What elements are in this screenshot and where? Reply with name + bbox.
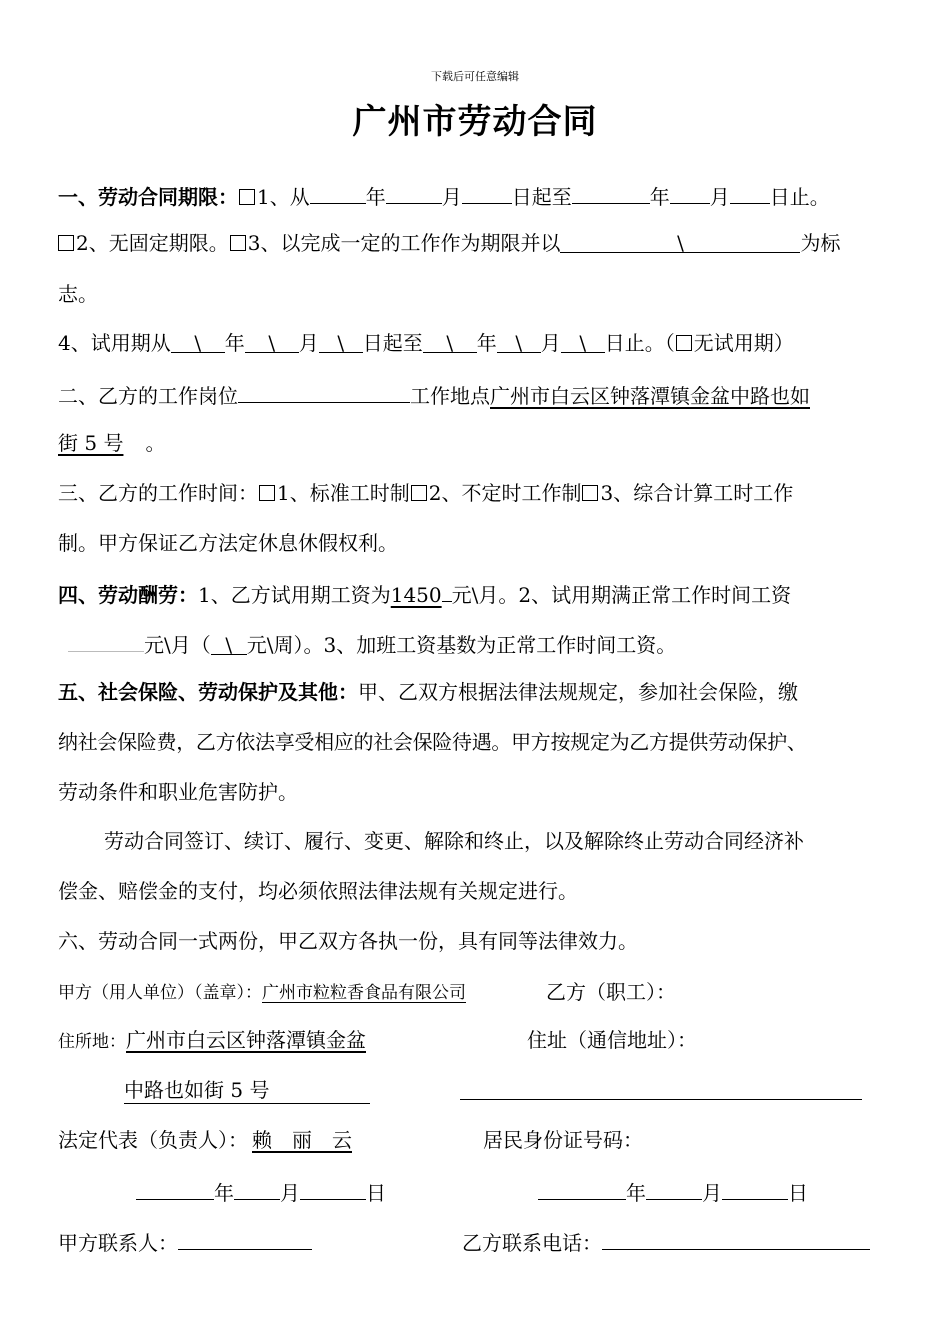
trial-period-line: 4、试用期从 \ 年 \ 月 \ 日起至 \ 年 \ 月 \ 日止。（ 无试用期）: [58, 331, 794, 355]
contact-a-line: 甲方联系人：: [58, 1227, 312, 1256]
blank-a-day[interactable]: [300, 1177, 366, 1200]
trial-wage-value: 1450: [390, 583, 442, 607]
legal-rep-name: 赖 丽 云: [252, 1128, 352, 1152]
residence-address-2: 中路也如街 5 号: [124, 1077, 370, 1104]
section-5-line-3: 劳动条件和职业危害防护。: [58, 780, 298, 804]
blank-contact-a[interactable]: [178, 1227, 312, 1250]
blank-weekly-wage[interactable]: \: [211, 632, 247, 655]
blank-b-year[interactable]: [538, 1177, 626, 1200]
blank-b-day[interactable]: [722, 1177, 788, 1200]
blank-end-day[interactable]: [730, 181, 770, 204]
section-5-line-2: 纳社会保险费，乙方依法享受相应的社会保险待遇。甲方按规定为乙方提供劳动保护、: [58, 730, 807, 754]
header-note: 下载后可任意编辑: [431, 70, 519, 83]
blank-regular-wage[interactable]: [68, 629, 144, 652]
blank-start-day[interactable]: [462, 181, 512, 204]
address-b-label: 住址（通信地址）：: [527, 1028, 697, 1052]
party-a-line: 甲方（用人单位）（盖章）：广州市粒粒香食品有限公司: [58, 983, 466, 1003]
section-2-line-1: 二、乙方的工作岗位 工作地点广州市白云区钟落潭镇金盆中路也如: [58, 380, 810, 409]
document-title: 广州市劳动合同: [352, 102, 598, 142]
checkbox-no-trial[interactable]: [676, 335, 692, 351]
party-a-date: 年 月 日: [136, 1177, 386, 1206]
blank-trial-start-day[interactable]: \: [319, 330, 363, 353]
section-4-line-1: 四、劳动酬劳：1、乙方试用期工资为1450 元\月。2、试用期满正常工作时间工资: [58, 579, 791, 608]
section-5-label: 五、社会保险、劳动保护及其他：: [58, 680, 358, 704]
blank-end-month[interactable]: [670, 181, 710, 204]
blank-start-year[interactable]: [310, 181, 366, 204]
blank-start-month[interactable]: [386, 181, 442, 204]
party-b-label: 乙方（职工）：: [546, 980, 676, 1004]
blank-job-position[interactable]: [238, 380, 410, 403]
checkbox-1[interactable]: [239, 189, 255, 205]
blank-b-month[interactable]: [646, 1177, 702, 1200]
party-b-date: 年 月 日: [538, 1177, 808, 1206]
blank-a-month[interactable]: [234, 1177, 280, 1200]
blank-trial-end-month[interactable]: \: [497, 330, 541, 353]
phone-b-line: 乙方联系电话：: [462, 1227, 870, 1256]
section-2-line-2: 街 5 号 。: [58, 431, 166, 455]
checkbox-flexible-hours[interactable]: [411, 485, 427, 501]
residence-address-2-line: [124, 1077, 370, 1104]
blank-trial-end-year[interactable]: \: [423, 330, 477, 353]
section-1-label: 一、劳动合同期限：: [58, 185, 238, 209]
section-3-line-2: 制。甲方保证乙方法定休息休假权利。: [58, 531, 398, 555]
section-5-line-4: 劳动合同签订、续订、履行、变更、解除和终止，以及解除终止劳动合同经济补: [104, 829, 804, 853]
residence-line: 住所地：广州市白云区钟落潭镇金盆: [58, 1028, 366, 1052]
blank-party-b-address[interactable]: [460, 1099, 862, 1100]
legal-rep-line: 法定代表（负责人）： 赖 丽 云: [58, 1127, 356, 1153]
checkbox-2[interactable]: [58, 235, 74, 251]
checkbox-standard-hours[interactable]: [259, 485, 275, 501]
blank-trial-start-month[interactable]: \: [245, 330, 299, 353]
blank-a-year[interactable]: [136, 1177, 214, 1200]
section-6-line: 六、劳动合同一式两份，甲乙双方各执一份，具有同等法律效力。: [58, 929, 638, 953]
blank-end-year[interactable]: [572, 181, 650, 204]
company-name: 广州市粒粒香食品有限公司: [262, 983, 466, 1003]
section-1-line-1: 一、劳动合同期限： 1、从 年 月 日起至 年 月 日止。: [58, 181, 830, 210]
work-address-1: 广州市白云区钟落潭镇金盆中路也如: [490, 384, 810, 408]
blank-trial-start-year[interactable]: \: [171, 330, 225, 353]
checkbox-3[interactable]: [230, 235, 246, 251]
section-5-line-5: 偿金、赔偿金的支付，均必须依照法律法规有关规定进行。: [58, 879, 578, 903]
blank-trial-end-day[interactable]: \: [561, 330, 605, 353]
section-5-line-1: 五、社会保险、劳动保护及其他：甲、乙双方根据法律法规规定，参加社会保险，缴: [58, 680, 798, 704]
blank-task-completion[interactable]: \: [560, 230, 800, 253]
section-4-line-2: 元\月（ \ 元\周）。3、加班工资基数为正常工作时间工资。: [58, 629, 676, 658]
id-number-label: 居民身份证号码：: [483, 1128, 643, 1152]
work-address-2: 街 5 号: [58, 431, 124, 455]
section-3-line-1: 三、乙方的工作时间： 1、标准工时制 2、不定时工作制 3、综合计算工时工作: [58, 481, 794, 505]
checkbox-comprehensive-hours[interactable]: [582, 485, 598, 501]
section-4-label: 四、劳动酬劳：: [58, 583, 198, 607]
residence-address-1: 广州市白云区钟落潭镇金盆: [126, 1028, 366, 1052]
section-1-line-2: 2、无固定期限。 3、以完成一定的工作作为期限并以 \ 为标: [58, 230, 840, 256]
section-1-line-3: 志。: [58, 282, 98, 306]
blank-phone-b[interactable]: [602, 1227, 870, 1250]
